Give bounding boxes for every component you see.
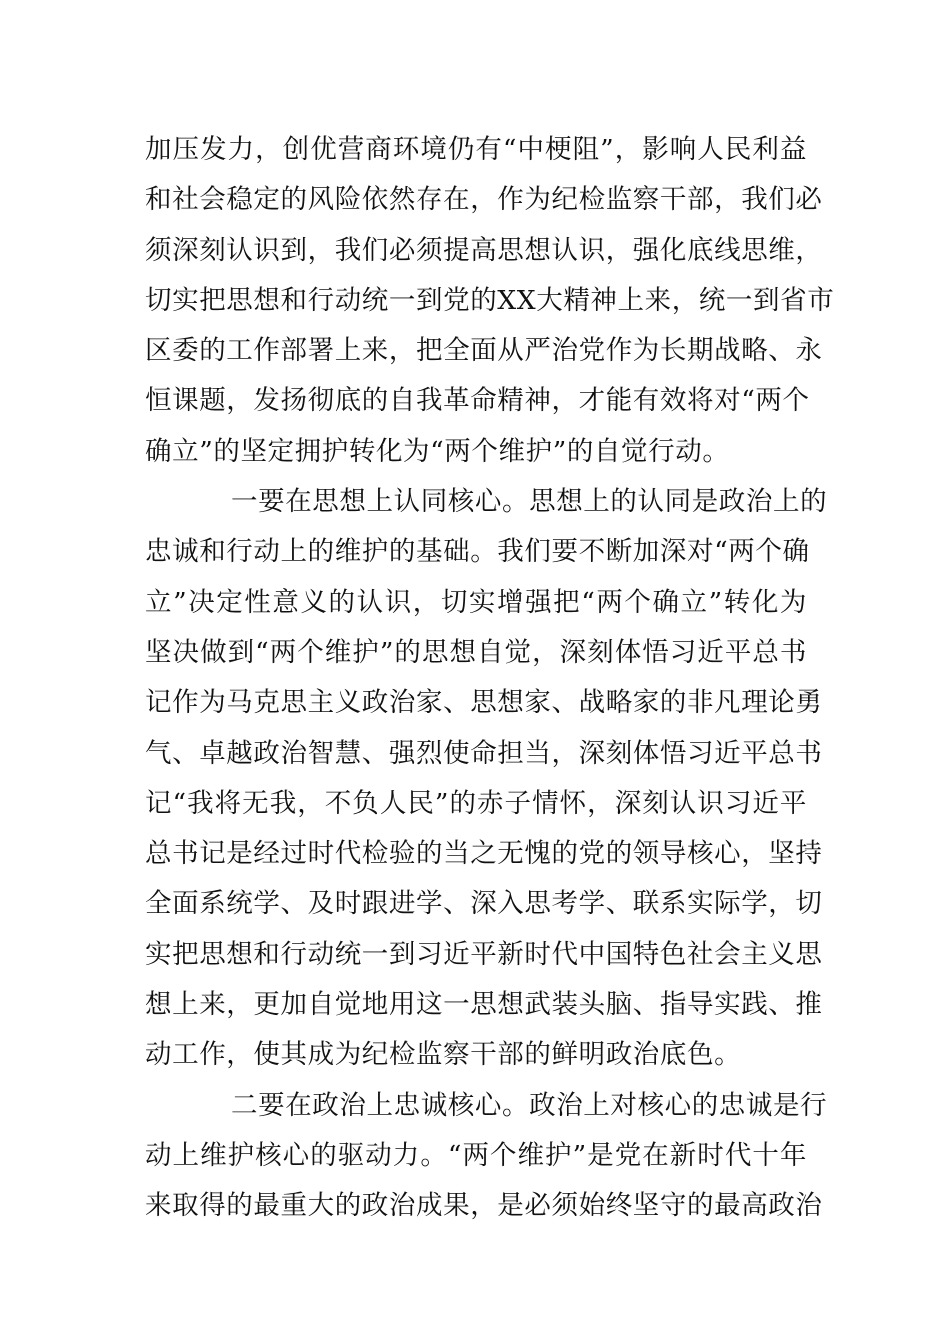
text-line: 来取得的最重大的政治成果，是必须始终坚守的最高政治 [145,1190,823,1222]
text-line: 和社会稳定的风险依然存在，作为纪检监察干部，我们必 [145,184,823,216]
text-line: 区委的工作部署上来，把全面从严治党作为长期战略、永 [145,335,823,367]
paragraph-3 [145,1081,828,1232]
text-line: 全面系统学、及时跟进学、深入思考学、联系实际学，切 [145,888,823,920]
text-line: 动工作，使其成为纪检监察干部的鲜明政治底色。 [145,1039,742,1071]
text-line: 记作为马克思主义政治家、思想家、战略家的非凡理论勇 [145,687,823,719]
text-line: 坚决做到“两个维护”的思想自觉，深刻体悟习近平总书 [145,636,807,668]
text-line: 气、卓越政治智慧、强烈使命担当，深刻体悟习近平总书 [145,737,823,769]
text-line: 实把思想和行动统一到习近平新时代中国特色社会主义思 [145,938,823,970]
text-line: 动上维护核心的驱动力。“两个维护”是党在新时代十年 [145,1139,807,1171]
text-line: 确立”的坚定拥护转化为“两个维护”的自觉行动。 [145,435,730,467]
document-body [145,125,835,1232]
text-line: 须深刻认识到，我们必须提高思想认识，强化底线思维， [145,234,823,266]
text-line: 一要在思想上认同核心。思想上的认同是政治上的 [231,486,828,518]
text-line: 记“我将无我，不负人民”的赤子情怀，深刻认识习近平 [145,787,807,819]
text-line: 总书记是经过时代检验的当之无愧的党的领导核心，坚持 [145,838,823,870]
paragraph-2 [145,477,828,1081]
text-line: 切实把思想和行动统一到党的XX大精神上来，统一到省市 [145,284,835,316]
text-line: 忠诚和行动上的维护的基础。我们要不断加深对“两个确 [145,536,810,568]
text-line: 二要在政治上忠诚核心。政治上对核心的忠诚是行 [231,1089,828,1121]
text-line: 立”决定性意义的认识，切实增强把“两个确立”转化为 [145,586,807,618]
text-line: 恒课题，发扬彻底的自我革命精神，才能有效将对“两个 [145,385,810,417]
text-line: 想上来，更加自觉地用这一思想武装头脑、指导实践、推 [145,989,823,1021]
paragraph-1 [145,125,835,477]
text-line: 加压发力，创优营商环境仍有“中梗阻”，影响人民利益 [145,134,807,165]
